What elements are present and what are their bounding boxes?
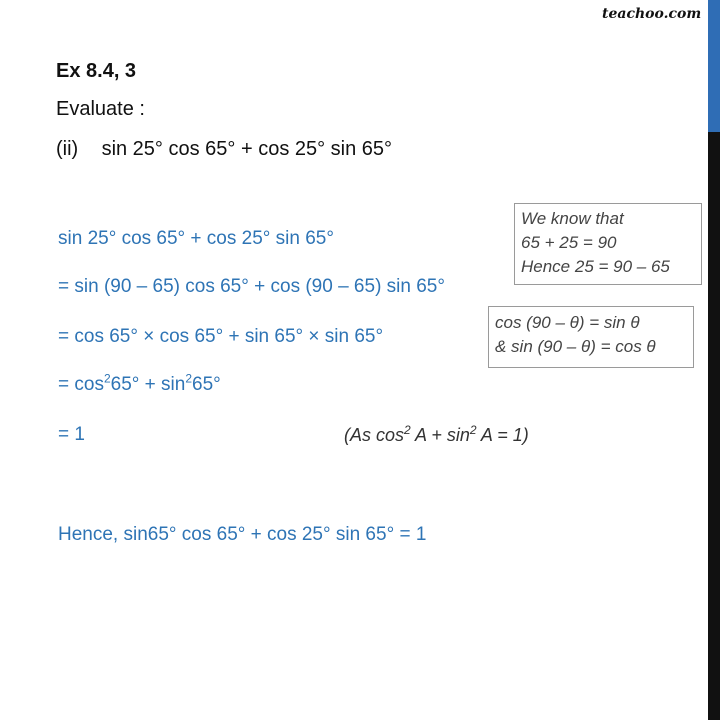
hint-line: & sin (90 – θ) = cos θ [495,337,656,356]
question-expression: sin 25° cos 65° + cos 25° sin 65° [101,138,393,160]
side-bar [708,0,720,720]
line4-part-a: = cos [58,374,104,395]
teachoo-logo: teachoo.com [602,6,702,22]
line4-exponent-1: 2 [103,371,111,386]
identity-note [344,425,529,446]
exercise-title: Ex 8.4, 3 [56,60,137,82]
hint-box-complement [514,203,702,285]
note-part-b: A + sin [410,425,470,445]
line4-part-b: 65° + sin [110,374,186,395]
line4-exponent-2: 2 [185,371,193,386]
hint-box-identities [488,306,694,368]
instruction-text: Evaluate : [56,98,145,120]
solution-line-3: = cos 65° × cos 65° + sin 65° × sin 65° [58,326,384,347]
note-exponent-1: 2 [404,423,411,437]
note-exponent-2: 2 [469,423,477,437]
note-part-c: A = 1) [476,425,529,445]
hint-line: 65 + 25 = 90 [521,233,617,252]
hint-line: Hence 25 = 90 – 65 [521,257,670,276]
solution-line-1: sin 25° cos 65° + cos 25° sin 65° [58,228,334,249]
solution-line-2: = sin (90 – 65) cos 65° + cos (90 – 65) sin 65° [58,276,445,297]
side-bar-accent [708,0,720,132]
solution-line-5: = 1 [58,424,85,445]
conclusion-line: Hence, sin65° cos 65° + cos 25° sin 65° = 1 [58,524,427,545]
part-label: (ii) [56,138,79,160]
note-part-a: (As cos [344,425,405,445]
solution-line-4 [58,371,221,396]
hint-line: We know that [521,209,624,228]
line4-part-c: 65° [192,374,221,395]
hint-line: cos (90 – θ) = sin θ [495,313,640,332]
question-part [56,138,392,161]
